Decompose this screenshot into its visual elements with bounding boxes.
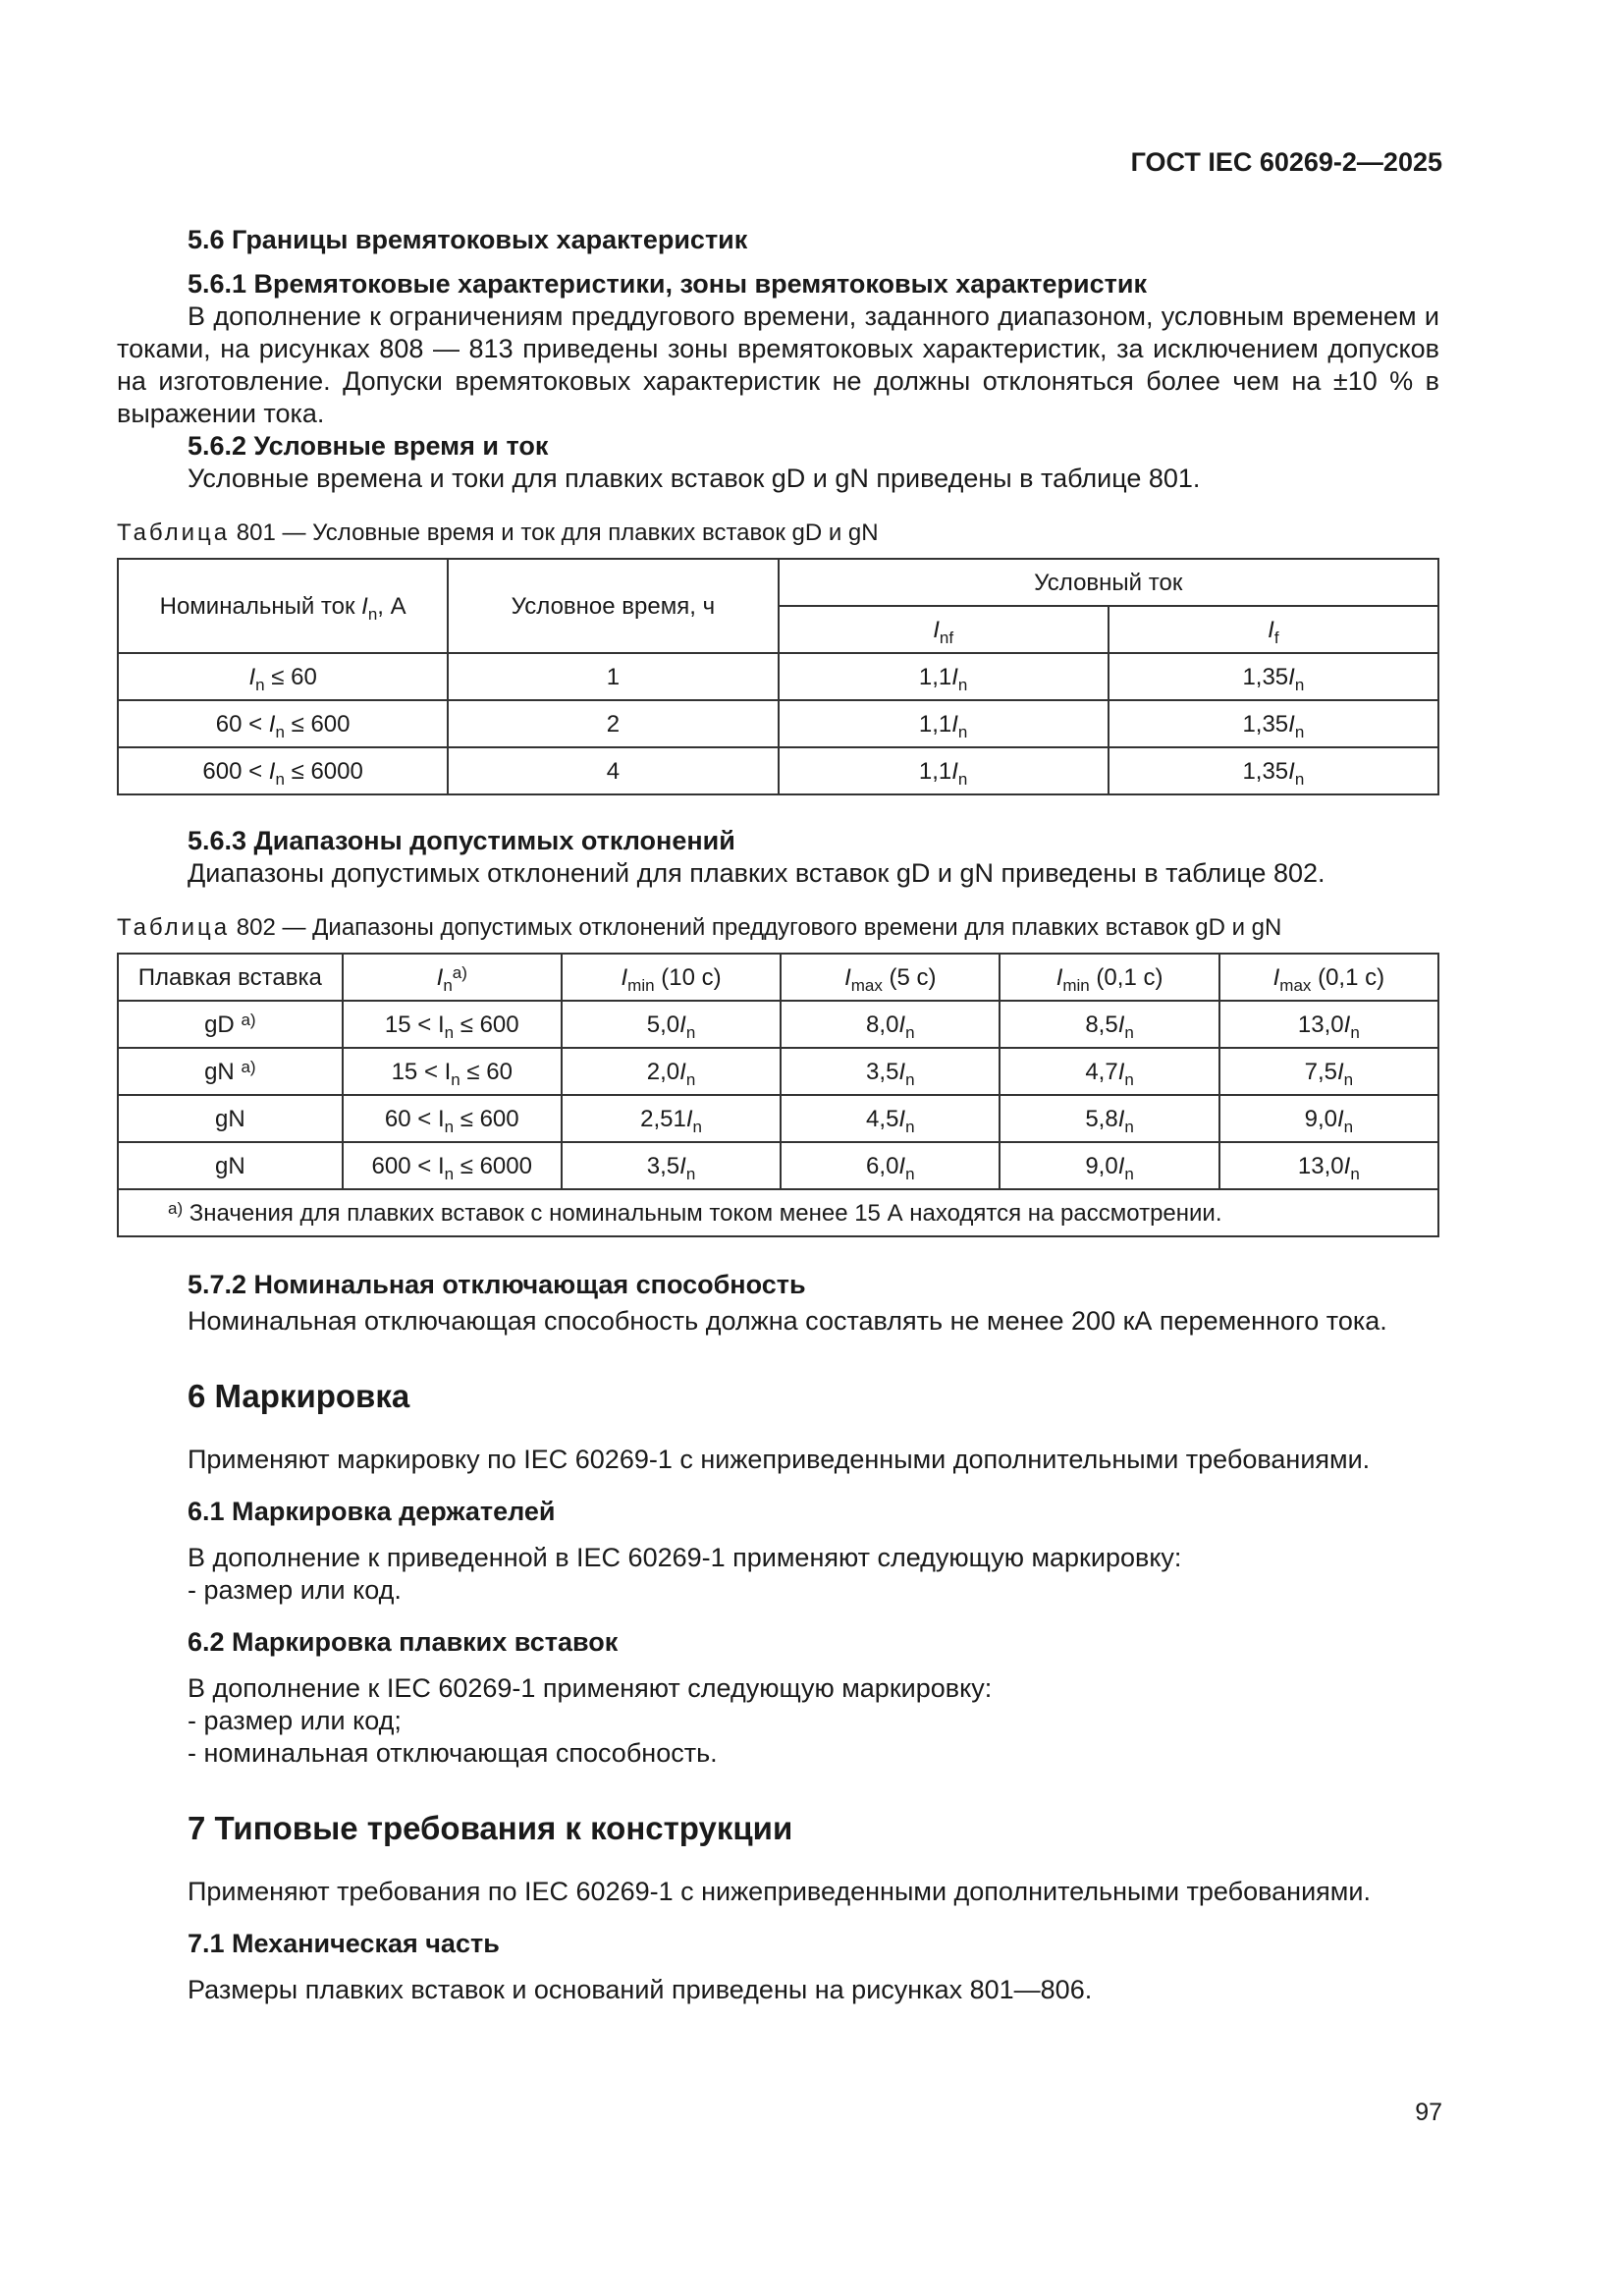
table-cell: $60 < I_n \le 600$ [118, 700, 448, 747]
table-cell: $7,5I_n$ [1219, 1048, 1438, 1095]
table-cell: $1,35I_n$ [1109, 747, 1438, 794]
section-5-6-3-text: Диапазоны допустимых отклонений для плавких вставок gD и gN приведены в таблице 802. [188, 858, 1325, 888]
table-cell: $1,1I_n$ [779, 653, 1109, 700]
table-801 [117, 558, 1439, 795]
table-cell: $15 < I_n \le 60$ [343, 1048, 562, 1095]
table-cell: $1,1I_n$ [779, 747, 1109, 794]
table-cell: $6,0I_n$ [781, 1142, 1000, 1189]
table-802-footnote-row [118, 1189, 1438, 1236]
table-cell: gD $^{a)}$ [118, 1001, 343, 1048]
table-802-header-fuse: Плавкая вставка [118, 954, 343, 1001]
table-cell: $4,7I_n$ [1000, 1048, 1218, 1095]
table-802-footnote: $^{a)}$ Значения для плавких вставок с номинальным током менее 15 А находятся на рассмотрении. [118, 1189, 1438, 1236]
table-cell: $60 < I_n \le 600$ [343, 1095, 562, 1142]
table-801-header-conditional-current: Условный ток [779, 559, 1439, 606]
table-cell: 4 [448, 747, 778, 794]
document-body [117, 224, 1439, 2006]
table-cell: $9,0I_n$ [1000, 1142, 1218, 1189]
section-5-6-2-text: Условные времена и токи для плавких вставок gD и gN приведены в таблице 801. [188, 464, 1201, 493]
section-7-text: Применяют требования по IEC 60269-1 с нижеприведенными дополнительными требованиями. [188, 1877, 1371, 1906]
section-7-1-title: 7.1 Механическая часть [188, 1929, 500, 1958]
section-6-1-text: В дополнение к приведенной в IEC 60269-1 применяют следующую маркировку: [188, 1543, 1182, 1572]
table-802-header-imax-5s: $I_{max}$ (5 с) [781, 954, 1000, 1001]
table-row [118, 747, 1438, 794]
table-802-header-row [118, 954, 1438, 1001]
table-cell: $5,8I_n$ [1000, 1095, 1218, 1142]
page-number: 97 [1415, 2099, 1442, 2126]
table-cell: $13,0I_n$ [1219, 1142, 1438, 1189]
table-cell: 2 [448, 700, 778, 747]
table-801-header-row-1 [118, 559, 1438, 606]
table-cell: $5,0I_n$ [562, 1001, 781, 1048]
section-5-6-3-title: 5.6.3 Диапазоны допустимых отклонений [188, 826, 735, 855]
table-cell: $1,35I_n$ [1109, 700, 1438, 747]
section-6-text: Применяют маркировку по IEC 60269-1 с нижеприведенными дополнительными требованиями. [188, 1445, 1371, 1474]
section-6-2-text: В дополнение к IEC 60269-1 применяют следующую маркировку: [188, 1673, 993, 1703]
table-801-caption-prefix: Таблица [117, 519, 231, 546]
section-5-7-2-title: 5.7.2 Номинальная отключающая способность [188, 1270, 806, 1299]
table-801-caption-text: 801 — Условные время и ток для плавких вставок gD и gN [236, 519, 879, 546]
table-801-header-time: Условное время, ч [448, 559, 778, 653]
table-802-header-imin-01s: $I_{min}$ (0,1 с) [1000, 954, 1218, 1001]
document-header: ГОСТ IEC 60269-2—2025 [1130, 147, 1442, 177]
section-6-1-item-1: - размер или код. [188, 1575, 402, 1605]
section-5-7-2-text: Номинальная отключающая способность должна составлять не менее 200 кА переменного тока. [188, 1306, 1387, 1336]
table-cell: $1,1I_n$ [779, 700, 1109, 747]
section-5-6-1-text: В дополнение к ограничениям преддугового времени, заданного диапазоном, условным временем и токами, на рисунках 808 — 813 приведены зоны времятоковых характеристик, за исключением допусков на изготовление. Допуски времятоковых характеристик не должны отклоняться более чем на ±10 % в выражении тока. [117, 301, 1439, 428]
table-801-caption [117, 519, 1439, 548]
table-row [118, 1095, 1438, 1142]
table-row [118, 1142, 1438, 1189]
table-cell: 1 [448, 653, 778, 700]
table-802-header-imin-10s: $I_{min}$ (10 с) [562, 954, 781, 1001]
table-cell: gN [118, 1095, 343, 1142]
table-cell: $1,35I_n$ [1109, 653, 1438, 700]
table-802-caption [117, 913, 1439, 943]
table-cell: gN $^{a)}$ [118, 1048, 343, 1095]
table-cell: $8,0I_n$ [781, 1001, 1000, 1048]
section-7-1-text: Размеры плавких вставок и оснований приведены на рисунках 801—806. [188, 1975, 1093, 2004]
table-row [118, 1001, 1438, 1048]
table-cell: $2,0I_n$ [562, 1048, 781, 1095]
table-cell: $I_n \le 60$ [118, 653, 448, 700]
table-802-caption-text: 802 — Диапазоны допустимых отклонений преддугового времени для плавких вставок gD и gN [236, 914, 1282, 941]
table-cell: $4,5I_n$ [781, 1095, 1000, 1142]
table-cell: $8,5I_n$ [1000, 1001, 1218, 1048]
table-802-header-imax-01s: $I_{max}$ (0,1 с) [1219, 954, 1438, 1001]
section-7-title: 7 Типовые требования к конструкции [188, 1810, 793, 1846]
table-cell: $2,51I_n$ [562, 1095, 781, 1142]
table-cell: $15 < I_n \le 600$ [343, 1001, 562, 1048]
section-5-6-title: 5.6 Границы времятоковых характеристик [188, 225, 748, 254]
table-cell: gN [118, 1142, 343, 1189]
table-cell: $13,0I_n$ [1219, 1001, 1438, 1048]
section-5-6-1-title: 5.6.1 Времятоковые характеристики, зоны времятоковых характеристик [188, 269, 1147, 299]
table-cell: $9,0I_n$ [1219, 1095, 1438, 1142]
section-6-2-item-1: - размер или код; [188, 1706, 402, 1735]
section-6-1-title: 6.1 Маркировка держателей [188, 1497, 556, 1526]
table-cell: $600 < I_n \le 6000$ [118, 747, 448, 794]
table-802 [117, 953, 1439, 1237]
section-5-6-2-title: 5.6.2 Условные время и ток [188, 431, 549, 461]
table-row [118, 653, 1438, 700]
table-cell: $600 < I_n \le 6000$ [343, 1142, 562, 1189]
table-801-header-if: $I_f$ [1109, 606, 1438, 653]
section-6-title: 6 Маркировка [188, 1378, 410, 1414]
section-6-2-item-2: - номинальная отключающая способность. [188, 1738, 718, 1768]
section-6-2-title: 6.2 Маркировка плавких вставок [188, 1627, 619, 1657]
table-801-header-current: Номинальный ток $I_n$, А [118, 559, 448, 653]
table-cell: $3,5I_n$ [562, 1142, 781, 1189]
table-row [118, 1048, 1438, 1095]
table-801-header-inf: $I_{nf}$ [779, 606, 1109, 653]
table-row [118, 700, 1438, 747]
table-802-header-in: $I_n^{a)}$ [343, 954, 562, 1001]
table-cell: $3,5I_n$ [781, 1048, 1000, 1095]
table-802-caption-prefix: Таблица [117, 914, 231, 941]
